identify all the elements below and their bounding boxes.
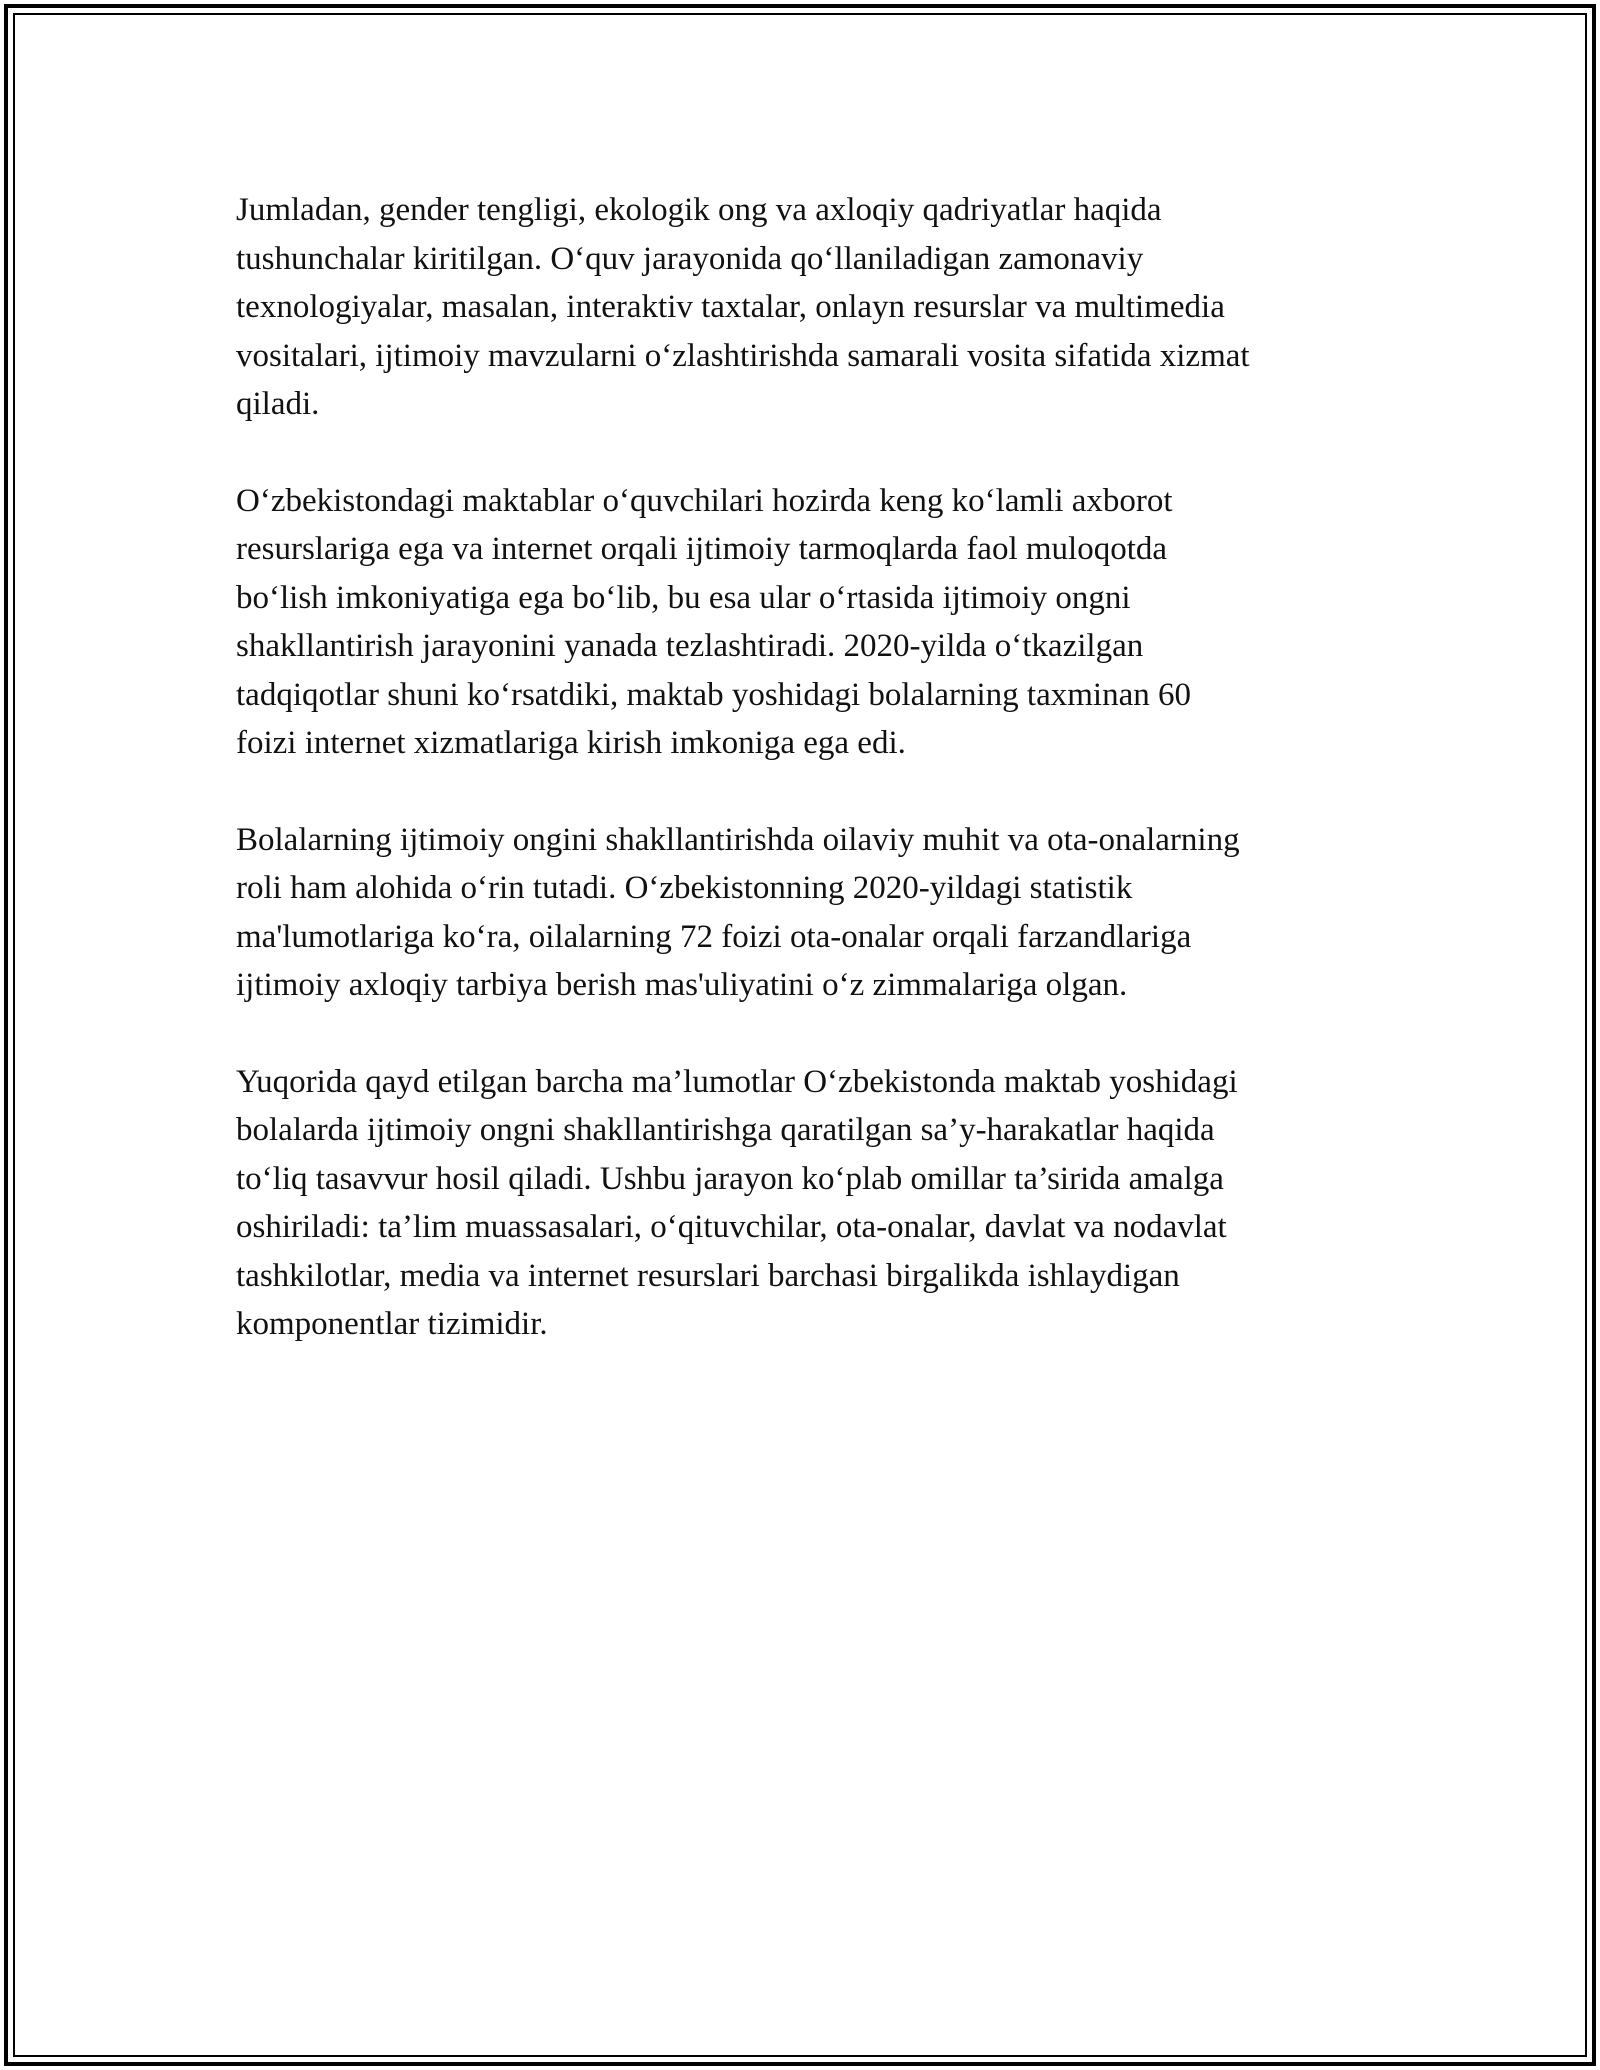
paragraph-4: Yuqorida qayd etilgan barcha ma’lumotlar O‘zbekistonda maktab yoshidagi bolalarda ijtimoiy ongni shakllantirishga qaratilgan sa’y-harakatlar haqida to‘liq tasavvur hosil qiladi. Ushbu jarayon ko‘plab omillar ta’sirida amalga oshiriladi: ta’lim muassasalari, o‘qituvchilar, ota-onalar, davlat va nodavlat tashkilotlar, media va internet resurslari barchasi birgalikda ishlaydigan komponentlar tizimidir. <box>236 1063 1238 1342</box>
paragraph-2: O‘zbekistondagi maktablar o‘quvchilari hozirda keng ko‘lamli axborot resurslariga ega va internet orqali ijtimoiy tarmoqlarda faol muloqotda bo‘lish imkoniyatiga ega bo‘lib, bu esa ular o‘rtasida ijtimoiy ongni shakllantirish jarayonini yanada tezlashtiradi. 2020-yilda o‘tkazilgan tadqiqotlar shuni ko‘rsatdiki, maktab yoshidagi bolalarning taxminan 60 foizi internet xizmatlariga kirish imkoniga ega edi. <box>236 482 1191 761</box>
paragraph-1: Jumladan, gender tengligi, ekologik ong va axloqiy qadriyatlar haqida tushunchalar kiritilgan. O‘quv jarayonida qo‘llaniladigan zamonaviy texnologiyalar, masalan, interaktiv taxtalar, onlayn resurslar va multimedia vositalari, ijtimoiy mavzularni o‘zlashtirishda samarali vosita sifatida xizmat qiladi. <box>236 192 1250 422</box>
paragraph-3: Bolalarning ijtimoiy ongini shakllantirishda oilaviy muhit va ota-onalarning roli ham alohida o‘rin tutadi. O‘zbekistonning 2020-yildagi statistik ma'lumotlariga ko‘ra, oilalarning 72 foizi ota-onalar orqali farzandlariga ijtimoiy axloqiy tarbiya berish mas'uliyatini o‘z zimmalariga olgan. <box>236 821 1240 1003</box>
document-body <box>236 186 1364 1397</box>
